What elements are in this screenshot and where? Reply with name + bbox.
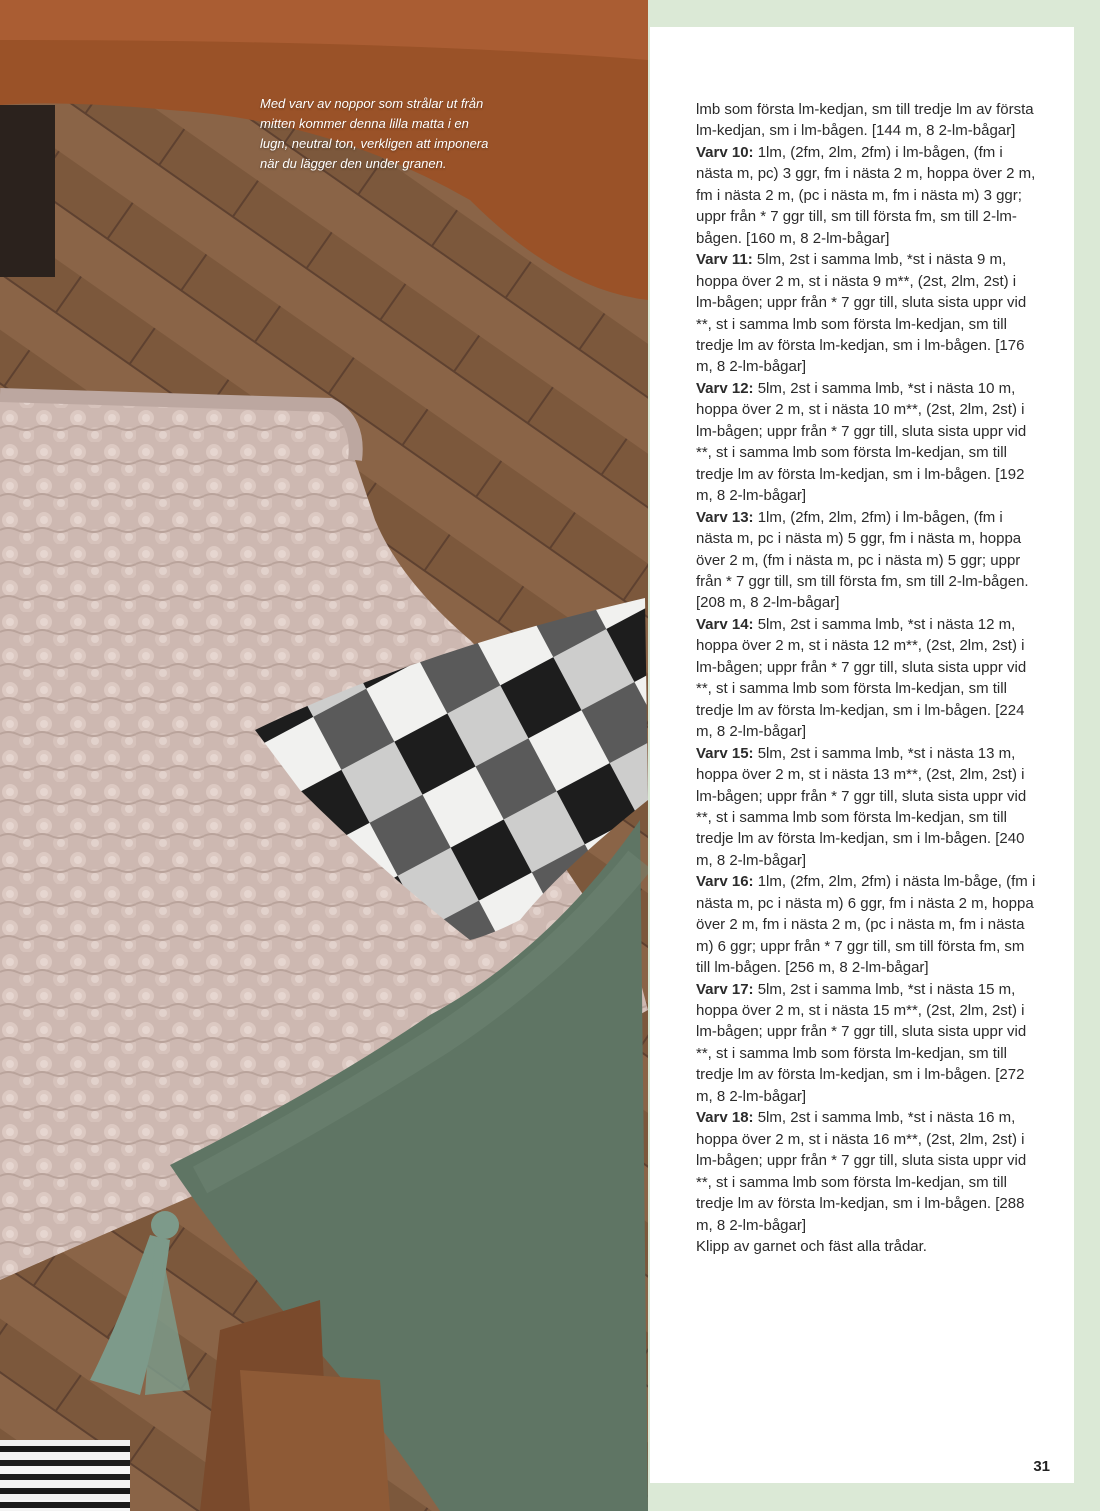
row-text: 5lm, 2st i samma lmb, *st i nästa 13 m, hoppa över 2 m, st i nästa 13 m**, (2st, 2lm, 2st) i lm-bågen; uppr från * 7 ggr till, sluta sista uppr vid **, st i samma lmb som första lm-kedjan, sm till tredje lm av första lm-kedjan, sm i lm-bågen. [240 m, 8 2-lm-bågar] [696, 744, 1027, 869]
striped-box [0, 1440, 130, 1511]
row-text: 5lm, 2st i samma lmb, *st i nästa 15 m, hoppa över 2 m, st i nästa 15 m**, (2st, 2lm, 2st) i lm-bågen; uppr från * 7 ggr till, sluta sista uppr vid **, st i samma lmb som första lm-kedjan, sm till tredje lm av första lm-kedjan, sm i lm-bågen. [272 m, 8 2-lm-bågar] [696, 980, 1027, 1105]
text-panel [650, 27, 1074, 1483]
photo-caption: Med varv av noppor som strålar ut från mitten kommer denna lilla matta i en lugn, neutral ton, verkligen att imponera när du lägger den under granen. [260, 96, 489, 171]
instruction-row [696, 871, 1041, 978]
row-label: Varv 11: [696, 251, 753, 269]
row-label: Varv 12: [696, 379, 754, 397]
instruction-intro: lmb som första lm-kedjan, sm till tredje lm av första lm-kedjan, sm i lm-bågen. [144 m, 8 2-lm-bågar] [696, 101, 1034, 140]
row-label: Varv 15: [696, 744, 754, 762]
row-text: 5lm, 2st i samma lmb, *st i nästa 16 m, hoppa över 2 m, st i nästa 16 m**, (2st, 2lm, 2st) i lm-bågen; uppr från * 7 ggr till, sluta sista uppr vid **, st i samma lmb som första lm-kedjan, sm till tredje lm av första lm-kedjan, sm i lm-bågen. [288 m, 8 2-lm-bågar] [696, 1109, 1027, 1234]
instruction-row [696, 614, 1041, 743]
row-label: Varv 16: [696, 873, 754, 891]
row-label: Varv 18: [696, 1109, 754, 1127]
instruction-row [696, 1107, 1041, 1236]
instruction-row [696, 743, 1041, 872]
instruction-outro: Klipp av garnet och fäst alla trådar. [696, 1238, 927, 1256]
page-number: 31 [1033, 1458, 1050, 1475]
row-text: 5lm, 2st i samma lmb, *st i nästa 10 m, hoppa över 2 m, st i nästa 10 m**, (2st, 2lm, 2st) i lm-bågen; uppr från * 7 ggr till, sluta sista uppr vid **, st i samma lmb som första lm-kedjan, sm till tredje lm av första lm-kedjan, sm i lm-bågen. [192 m, 8 2-lm-bågar] [696, 379, 1027, 505]
row-label: Varv 10: [696, 143, 754, 161]
instruction-row [696, 507, 1041, 614]
sofa-leg [0, 105, 55, 277]
row-label: Varv 13: [696, 508, 754, 526]
instruction-row [696, 249, 1041, 378]
row-text: 5lm, 2st i samma lmb, *st i nästa 12 m, hoppa över 2 m, st i nästa 12 m**, (2st, 2lm, 2st) i lm-bågen; uppr från * 7 ggr till, sluta sista uppr vid **, st i samma lmb som första lm-kedjan, sm till tredje lm av första lm-kedjan, sm i lm-bågen. [224 m, 8 2-lm-bågar] [696, 615, 1027, 741]
pattern-instructions [696, 99, 1041, 1257]
row-text: 1lm, (2fm, 2lm, 2fm) i nästa lm-båge, (fm i nästa m, pc i nästa m) 6 ggr, fm i nästa 2 m, hoppa över 2 m, fm i nästa 2 m, (pc i nästa m, fm i nästa m) 6 ggr; uppr från * 7 ggr till, sm till första fm, sm till lm-bågen. [256 m, 8 2-lm-bågar] [696, 873, 1036, 977]
row-label: Varv 14: [696, 615, 754, 633]
row-text: 1lm, (2fm, 2lm, 2fm) i lm-bågen, (fm i nästa m, pc i nästa m) 5 ggr, fm i nästa m, hoppa över 2 m, (fm i nästa m, pc i nästa m) 5 ggr; uppr från * 7 ggr till, sm till första fm, sm till 2-lm-bågen. [208 m, 8 2-lm-bågar] [696, 508, 1029, 612]
row-label: Varv 17: [696, 980, 754, 998]
instruction-row [696, 142, 1041, 249]
row-text: 5lm, 2st i samma lmb, *st i nästa 9 m, hoppa över 2 m, st i nästa 9 m**, (2st, 2lm, 2st) i lm-bågen; uppr från * 7 ggr till, sluta sista uppr vid **, st i samma lmb som första lm-kedjan, sm till tredje lm av första lm-kedjan, sm i lm-bågen. [176 m, 8 2-lm-bågar] [696, 251, 1027, 376]
row-list [696, 142, 1041, 1236]
row-text: 1lm, (2fm, 2lm, 2fm) i lm-bågen, (fm i nästa m, pc) 3 ggr, fm i nästa 2 m, hoppa över 2 m, fm i nästa 2 m, (pc i nästa m, fm i nästa m) 3 ggr; uppr från * 7 ggr till, sm till första fm, sm till 2-lm-bågen. [160 m, 8 2-lm-bågar] [696, 143, 1036, 247]
instruction-row [696, 979, 1041, 1108]
instruction-row [696, 378, 1041, 507]
